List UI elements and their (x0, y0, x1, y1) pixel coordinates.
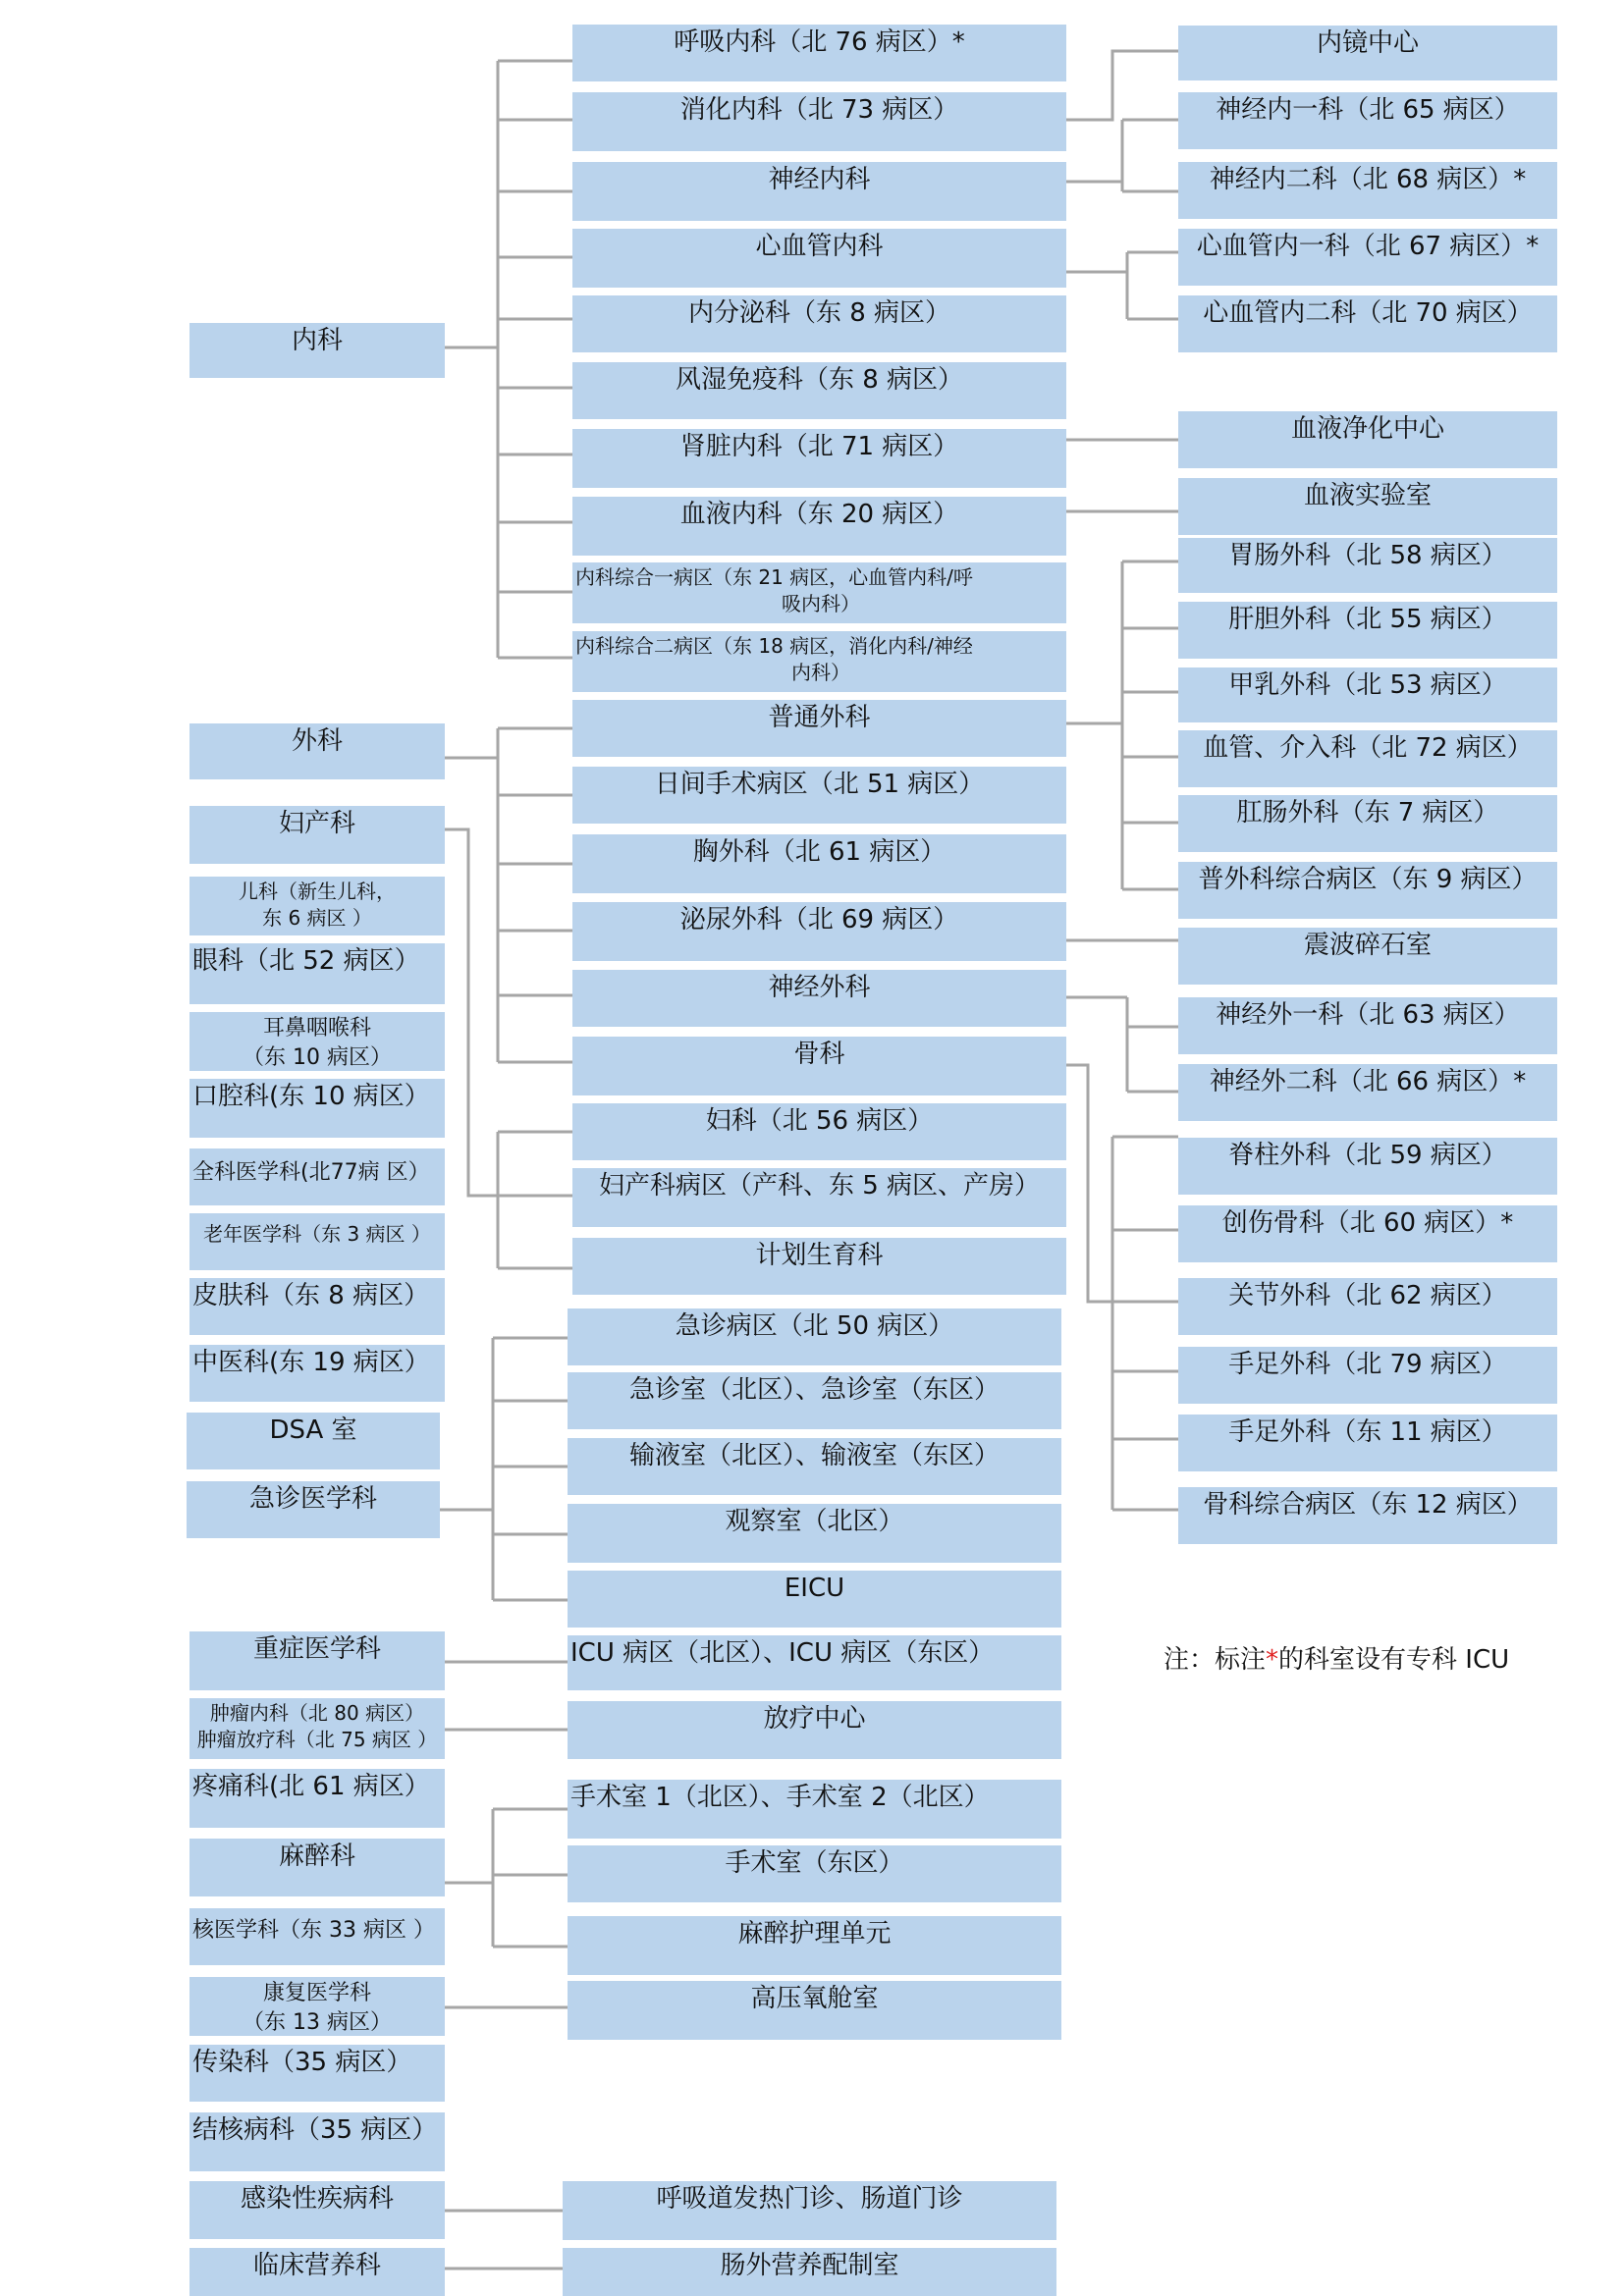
ward-general-surgery-comprehensive: 普外科综合病区（东 9 病区） (1178, 862, 1557, 919)
operating-room-north: 手术室 1（北区）、手术室 2（北区） (568, 1780, 1061, 1839)
dept-obstetrics-gynecology: 妇产科 (189, 806, 445, 864)
dept-stomatology: 口腔科(东 10 病区） (189, 1079, 445, 1138)
ward-joint-surgery: 关节外科（北 62 病区） (1178, 1278, 1557, 1335)
parenteral-nutrition-room: 肠外营养配制室 (563, 2248, 1056, 2296)
ward-orthopedics-comprehensive: 骨科综合病区（东 12 病区） (1178, 1487, 1557, 1544)
dept-rehabilitation-line2: （东 13 病区） (243, 2009, 392, 2035)
dept-ent-line1: 耳鼻咽喉科 (262, 1016, 371, 1041)
legend-note (1164, 1639, 1509, 1676)
ward-thoracic-surgery: 胸外科（北 61 病区） (572, 834, 1066, 893)
ward-urology: 泌尿外科（北 69 病区） (572, 902, 1066, 961)
dept-anesthesiology: 麻醉科 (189, 1839, 445, 1896)
ward-endocrinology: 内分泌科（东 8 病区） (572, 295, 1066, 352)
dept-critical-care: 重症医学科 (189, 1631, 445, 1690)
ward-orthopedics: 骨科 (572, 1037, 1066, 1095)
center-radiotherapy: 放疗中心 (568, 1701, 1061, 1759)
ward-cardiology: 心血管内科 (572, 229, 1066, 288)
center-blood-purification: 血液净化中心 (1178, 411, 1557, 468)
legend-note-after: 的科室设有专科 ICU (1278, 1645, 1510, 1675)
dept-pediatrics-line1: 儿科（新生儿科， (239, 880, 396, 903)
ward-internal-general-1-line2: 吸内科） (782, 592, 860, 615)
dept-tuberculosis: 结核病科（35 病区） (189, 2112, 445, 2171)
ward-neurosurgery: 神经外科 (572, 970, 1066, 1027)
ward-obstetrics: 妇产科病区（产科、东 5 病区、产房） (572, 1168, 1066, 1227)
ward-cardiology-1: 心血管内一科（北 67 病区）* (1178, 229, 1557, 286)
ward-internal-general-1 (572, 562, 1066, 623)
ward-rheumatology: 风湿免疫科（东 8 病区） (572, 362, 1066, 419)
ward-hand-foot-surgery-north: 手足外科（北 79 病区） (1178, 1347, 1557, 1404)
ward-emergency: 急诊病区（北 50 病区） (568, 1308, 1061, 1365)
ward-nephrology: 肾脏内科（北 71 病区） (572, 429, 1066, 488)
ward-trauma-orthopedics: 创伤骨科（北 60 病区）* (1178, 1205, 1557, 1262)
room-observation: 观察室（北区） (568, 1504, 1061, 1563)
ward-hand-foot-surgery-east: 手足外科（东 11 病区） (1178, 1415, 1557, 1471)
dept-clinical-nutrition: 临床营养科 (189, 2248, 445, 2296)
dept-oncology-line1: 肿瘤内科（北 80 病区） (209, 1701, 425, 1725)
dept-ent-line2: （东 10 病区） (243, 1044, 392, 1070)
ward-neurosurgery-2: 神经外二科（北 66 病区）* (1178, 1064, 1557, 1121)
center-endoscopy: 内镜中心 (1178, 26, 1557, 80)
dept-pediatrics (189, 877, 445, 935)
ward-internal-general-2-line1: 内科综合二病区（东 18 病区，消化内科/神经 (575, 634, 973, 658)
ward-day-surgery: 日间手术病区（北 51 病区） (572, 767, 1066, 824)
ward-respiratory: 呼吸内科（北 76 病区）* (572, 25, 1066, 81)
dept-ent (189, 1012, 445, 1071)
dept-emergency-medicine: 急诊医学科 (187, 1481, 440, 1538)
ward-neurology-1: 神经内一科（北 65 病区） (1178, 92, 1557, 149)
ward-thyroid-breast-surgery: 甲乳外科（北 53 病区） (1178, 667, 1557, 722)
room-infusion: 输液室（北区）、输液室（东区） (568, 1438, 1061, 1495)
dept-internal-medicine: 内科 (189, 323, 445, 378)
dept-pediatrics-line2: 东 6 病区 ） (262, 906, 372, 930)
dept-rehabilitation (189, 1977, 445, 2036)
legend-note-before: 注：标注 (1164, 1645, 1267, 1675)
dept-dermatology: 皮肤科（东 8 病区） (189, 1278, 445, 1335)
room-emergency: 急诊室（北区）、急诊室（东区） (568, 1372, 1061, 1429)
ward-hematology: 血液内科（东 20 病区） (572, 497, 1066, 556)
ward-internal-general-2 (572, 631, 1066, 692)
ward-neurosurgery-1: 神经外一科（北 63 病区） (1178, 997, 1557, 1054)
ward-neurology: 神经内科 (572, 162, 1066, 221)
ward-neurology-2: 神经内二科（北 68 病区）* (1178, 162, 1557, 219)
legend-note-star: * (1266, 1645, 1279, 1675)
anesthesia-nursing-unit: 麻醉护理单元 (568, 1916, 1061, 1975)
dept-nuclear-medicine: 核医学科（东 33 病区 ） (189, 1908, 445, 1965)
dept-infectious: 传染科（35 病区） (189, 2045, 445, 2102)
lab-hematology: 血液实验室 (1178, 478, 1557, 535)
ward-hepatobiliary-surgery: 肝胆外科（北 55 病区） (1178, 602, 1557, 659)
dept-surgery: 外科 (189, 723, 445, 779)
ward-cardiology-2: 心血管内二科（北 70 病区） (1178, 295, 1557, 352)
ward-gynecology: 妇科（北 56 病区） (572, 1103, 1066, 1160)
dept-oncology-line2: 肿瘤放疗科（北 75 病区 ） (196, 1728, 438, 1751)
fever-clinic: 呼吸道发热门诊、肠道门诊 (563, 2181, 1056, 2240)
dept-tcm: 中医科(东 19 病区） (189, 1345, 445, 1402)
dept-ophthalmology: 眼科（北 52 病区） (189, 943, 445, 1004)
ward-gastrointestinal-surgery: 胃肠外科（北 58 病区） (1178, 538, 1557, 593)
ward-vascular-interventional: 血管、介入科（北 72 病区） (1178, 730, 1557, 787)
dept-geriatrics: 老年医学科（东 3 病区 ） (189, 1213, 445, 1270)
dept-infectious-disease: 感染性疾病科 (189, 2181, 445, 2239)
ward-internal-general-1-line1: 内科综合一病区（东 21 病区，心血管内科/呼 (575, 565, 973, 589)
dept-general-practice: 全科医学科(北77病 区） (189, 1148, 445, 1205)
unit-eicu: EICU (568, 1571, 1061, 1628)
operating-room-east: 手术室（东区） (568, 1845, 1061, 1902)
ward-gastroenterology: 消化内科（北 73 病区） (572, 92, 1066, 151)
ward-anorectal-surgery: 肛肠外科（东 7 病区） (1178, 795, 1557, 852)
ward-general-surgery: 普通外科 (572, 700, 1066, 757)
ward-family-planning: 计划生育科 (572, 1238, 1066, 1295)
hyperbaric-oxygen-room: 高压氧舱室 (568, 1981, 1061, 2040)
ward-spine-surgery: 脊柱外科（北 59 病区） (1178, 1138, 1557, 1195)
dept-pain: 疼痛科(北 61 病区） (189, 1769, 445, 1828)
dept-oncology (189, 1698, 445, 1759)
room-lithotripsy: 震波碎石室 (1178, 928, 1557, 985)
unit-icu: ICU 病区（北区）、ICU 病区（东区） (568, 1635, 1061, 1690)
dept-dsa-room: DSA 室 (187, 1413, 440, 1469)
ward-internal-general-2-line2: 内科） (791, 661, 850, 684)
dept-rehabilitation-line1: 康复医学科 (262, 1981, 371, 2005)
